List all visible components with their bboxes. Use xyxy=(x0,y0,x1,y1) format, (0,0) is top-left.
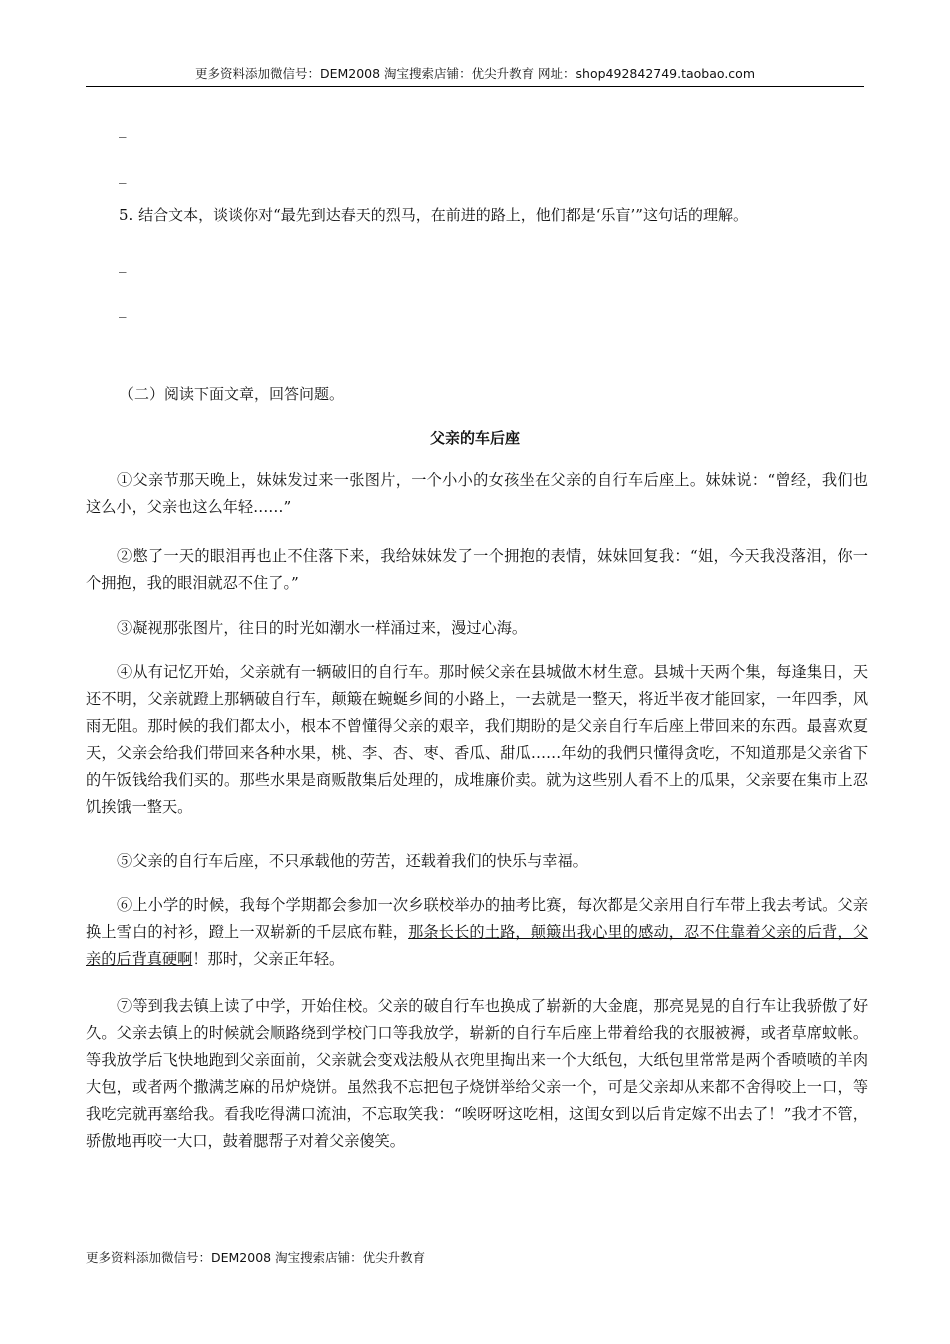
article-title: 父亲的车后座 xyxy=(429,429,520,447)
paragraph-5: ⑤父亲的自行车后座，不只承载他的劳苦，还载着我们的快乐与幸福。 xyxy=(117,852,588,870)
answer-blank: _ xyxy=(119,255,127,273)
page-header: 更多资料添加微信号：DEM2008 淘宝搜索店铺：优尖升教育 网址：shop492842749.taobao.com xyxy=(194,66,756,81)
paragraph-3: ③凝视那张图片，往日的时光如潮水一样涌过来，漫过心海。 xyxy=(117,619,528,637)
paragraph-1: ①父亲节那天晚上，妹妹发过来一张图片，一个小小的女孩坐在父亲的自行车后座上。妹妹说：“曾经，我们也这么小，父亲也这么年轻……” xyxy=(86,471,868,516)
section-intro: （二）阅读下面文章，回答问题。 xyxy=(119,385,345,403)
paragraph-6 xyxy=(86,892,868,973)
page-footer: 更多资料添加微信号：DEM2008 淘宝搜索店铺：优尖升教育 xyxy=(86,1250,426,1265)
paragraph-6-ending: ！那时，父亲正年轻。 xyxy=(192,950,345,968)
answer-blank: _ xyxy=(119,120,127,138)
paragraph-4: ④从有记忆开始，父亲就有一辆破旧的自行车。那时候父亲在县城做木材生意。县城十天两个集，每逢集日，天还不明，父亲就蹬上那辆破自行车，颠簸在蜿蜒乡间的小路上，一去就是一整天，将近半夜才能回家，一年四季，风雨无阻。那时候的我们都太小，根本不曾懂得父亲的艰辛，我们期盼的是父亲自行车后座上带回来的东西。最喜欢夏天，父亲会给我们带回来各种水果，桃、李、杏、枣、香瓜、甜瓜……年幼的我們只懂得贪吃，不知道那是父亲省下的午饭钱给我们买的。那些水果是商贩散集后处理的，成堆廉价卖。就为这些别人看不上的瓜果，父亲要在集市上忍饥挨饿一整天。 xyxy=(86,663,868,816)
header-divider xyxy=(86,86,864,87)
paragraph-6-underlined-sentence: 那条长长的土路，颠簸出我心里的感动，忍不住靠着父亲的后背，父亲的后背真硬啊 xyxy=(86,923,869,968)
question-5: 5. 结合文本，谈谈你对“最先到达春天的烈马，在前进的路上，他们都是‘乐盲’”这句话的理解。 xyxy=(119,206,748,224)
paragraph-2: ②憋了一天的眼泪再也止不住落下来，我给妹妹发了一个拥抱的表情，妹妹回复我：“姐，今天我没落泪，你一个拥抱，我的眼泪就忍不住了。” xyxy=(86,547,868,592)
answer-blank: _ xyxy=(119,166,127,184)
paragraph-6-text: ⑥上小学的时候，我每个学期都会参加一次乡联校举办的抽考比赛，每次都是父亲用自行车带上我去考试。父亲换上雪白的衬衫，蹬上一双崭新的千层底布鞋， xyxy=(86,896,868,941)
answer-blank: _ xyxy=(119,300,127,318)
paragraph-7: ⑦等到我去镇上读了中学，开始住校。父亲的破自行车也换成了崭新的大金鹿，那亮晃晃的自行车让我骄傲了好久。父亲去镇上的时候就会顺路绕到学校门口等我放学，崭新的自行车后座上带着给我的衣服被褥，或者草席蚊帐。等我放学后飞快地跑到父亲面前，父亲就会变戏法般从衣兜里掏出来一个大纸包，大纸包里常常是两个香喷喷的羊肉大包，或者两个撒满芝麻的吊炉烧饼。虽然我不忘把包子烧饼举给父亲一个，可是父亲却从来都不舍得咬上一口，等我吃完就再塞给我。看我吃得满口流油，不忘取笑我：“唉呀呀这吃相，这闺女到以后肯定嫁不出去了！”我才不管，骄傲地再咬一大口，鼓着腮帮子对着父亲傻笑。 xyxy=(86,997,868,1150)
